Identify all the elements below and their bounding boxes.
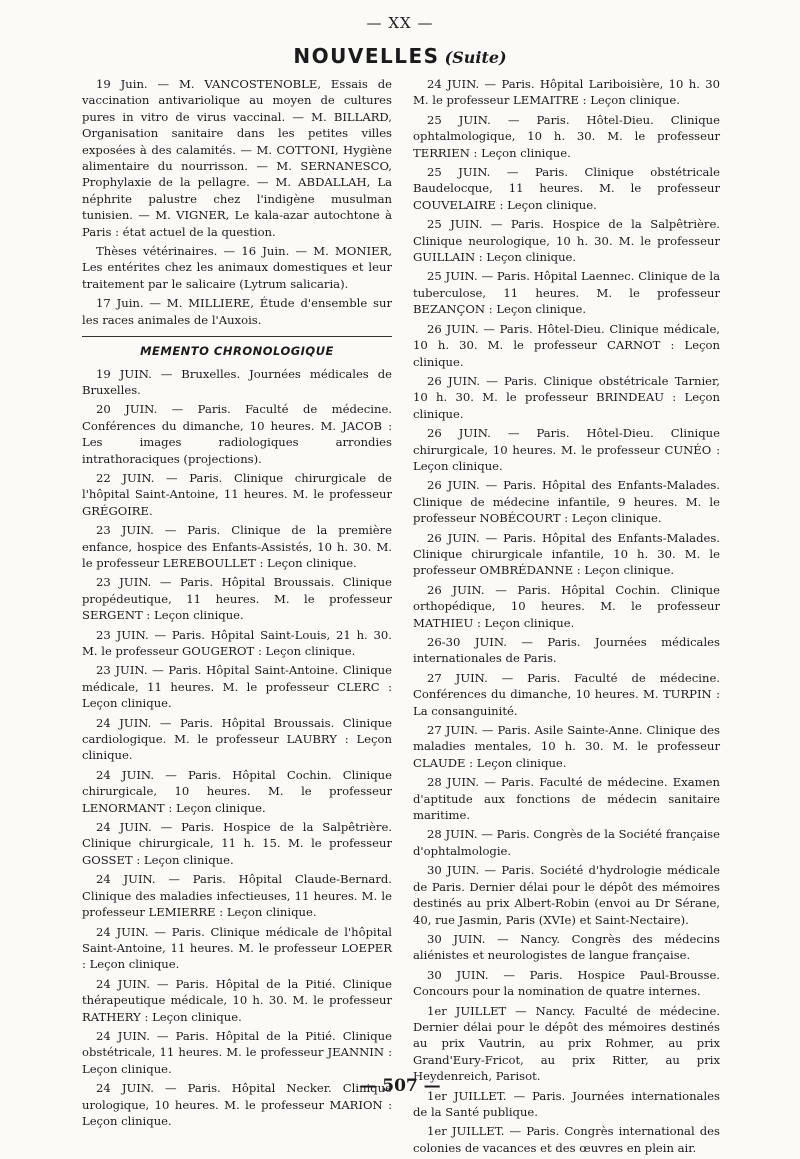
right-column (413, 76, 720, 1159)
memento-entry: 24 JUIN. — Paris. Hôpital Lariboisière, 10 h. 30 M. le professeur LEMAITRE : Leçon clinique. (413, 77, 720, 108)
memento-list-left (82, 366, 392, 1130)
thesis-entries (82, 76, 392, 328)
memento-entry: 1er JUILLET. — Paris. Congrès international des colonies de vacances et des œuvres en plein air. (413, 1124, 720, 1155)
memento-entry: 27 JUIN. — Paris. Faculté de médecine. Conférences du dimanche, 10 heures. M. TURPIN : La consanguinité. (413, 670, 720, 718)
page-number: — 507 — (359, 1076, 441, 1096)
memento-entry: 25 JUIN. — Paris. Clinique obstétricale Baudelocque, 11 heures. M. le professeur COUVELAIRE : Leçon clinique. (413, 165, 720, 212)
memento-entry: 25 JUIN. — Paris. Hospice de la Salpêtrière. Clinique neurologique, 10 h. 30. M. le professeur GUILLAIN : Leçon clinique. (413, 217, 720, 265)
memento-entry: 25 JUIN. — Paris. Hôpital Laennec. Clinique de la tuberculose, 11 heures. M. le professeur BEZANÇON : Leçon clinique. (413, 269, 720, 317)
memento-entry: 23 JUIN. — Paris. Hôpital Broussais. Clinique propédeutique, 11 heures. M. le professeur SERGENT : Leçon clinique. (82, 575, 392, 623)
memento-entry: 24 JUIN. — Paris. Hôpital Cochin. Clinique chirurgicale, 10 heures. M. le professeur LENORMANT : Leçon clinique. (82, 767, 392, 815)
memento-entry: 26 JUIN. — Paris. Hôtel-Dieu. Clinique chirurgicale, 10 heures. M. le professeur CUNÉO : Leçon clinique. (413, 426, 720, 473)
memento-entry: 26 JUIN. — Paris. Hôpital Cochin. Clinique orthopédique, 10 heures. M. le professeur MATHIEU : Leçon clinique. (413, 582, 720, 630)
section-title (0, 44, 800, 68)
memento-entry: 24 JUIN. — Paris. Hôpital de la Pitié. Clinique thérapeutique médicale, 10 h. 30. M. le professeur RATHERY : Leçon clinique. (82, 976, 392, 1024)
memento-entry: 23 JUIN. — Paris. Hôpital Saint-Louis, 21 h. 30. M. le professeur GOUGEROT : Leçon clinique. (82, 627, 392, 658)
memento-entry: 25 JUIN. — Paris. Hôtel-Dieu. Clinique ophtalmologique, 10 h. 30. M. le professeur TERRIEN : Leçon clinique. (413, 112, 720, 160)
memento-entry: 1er JUILLET. — Paris. Journées internationales de la Santé publique. (413, 1088, 720, 1119)
memento-entry: 23 JUIN. — Paris. Clinique de la première enfance, hospice des Enfants-Assistés, 10 h. 30. M. le professeur LEREBOULLET : Leçon clinique. (82, 523, 392, 570)
memento-entry: 26 JUIN. — Paris. Hôpital des Enfants-Malades. Clinique de médecine infantile, 9 heures. M. le professeur NOBÉCOURT : Leçon clinique. (413, 478, 720, 526)
memento-entry: 26 JUIN. — Paris. Hôpital des Enfants-Malades. Clinique chirurgicale infantile, 10 h. 30. M. le professeur OMBRÉDANNE : Leçon clinique. (413, 530, 720, 578)
memento-entry: 30 JUIN. — Paris. Société d'hydrologie médicale de Paris. Dernier délai pour le dépôt des mémoires destinés au prix Albert-Robin (envoi au Dr Sérane, 40, rue Jasmin, Paris (XVIe) et Saint-Nectaire). (413, 863, 720, 927)
thesis-entry: Thèses vétérinaires. — 16 Juin. — M. MONIER, Les entérites chez les animaux domestiques et leur traitement par le salicaire (Lytrum salicaria). (82, 244, 392, 291)
page-roman-numeral: — XX — (366, 14, 434, 32)
memento-entry: 30 JUIN. — Nancy. Congrès des médecins aliénistes et neurologistes de langue française. (413, 931, 720, 963)
memento-entry: 24 JUIN. — Paris. Hôpital Claude-Bernard. Clinique des maladies infectieuses, 11 heures. M. le professeur LEMIERRE : Leçon clinique. (82, 872, 392, 920)
memento-entry: 28 JUIN. — Paris. Congrès de la Société française d'ophtalmologie. (413, 827, 720, 858)
memento-entry: 24 JUIN. — Paris. Clinique médicale de l'hôpital Saint-Antoine, 11 heures. M. le professeur LOEPER : Leçon clinique. (82, 924, 392, 972)
memento-entry: 24 JUIN. — Paris. Hôpital Necker. Clinique urologique, 10 heures. M. le professeur MARION : Leçon clinique. (82, 1081, 392, 1128)
memento-entry: 1er JUILLET — Nancy. Faculté de médecine. Dernier délai pour le dépôt des mémoires destinés au prix Vautrin, au prix Rohmer, au prix Grand'Eury-Fricot, au prix Ritter, au prix Heydenreich, Parisot. (413, 1003, 720, 1084)
section-subtitle: (Suite) (444, 48, 507, 67)
memento-title: MEMENTO CHRONOLOGIQUE (82, 336, 392, 359)
memento-entry: 19 JUIN. — Bruxelles. Journées médicales de Bruxelles. (82, 366, 392, 397)
memento-entry: 23 JUIN. — Paris. Hôpital Saint-Antoine. Clinique médicale, 11 heures. M. le professeur CLERC : Leçon clinique. (82, 663, 392, 711)
thesis-entry: 17 Juin. — M. MILLIERE, Étude d'ensemble sur les races animales de l'Auxois. (82, 296, 392, 327)
memento-entry: 30 JUIN. — Paris. Hospice Paul-Brousse. Concours pour la nomination de quatre internes. (413, 967, 720, 999)
memento-entry: 24 JUIN. — Paris. Hôpital de la Pitié. Clinique obstétricale, 11 heures. M. le professeur JEANNIN : Leçon clinique. (82, 1028, 392, 1076)
memento-entry: 26 JUIN. — Paris. Clinique obstétricale Tarnier, 10 h. 30. M. le professeur BRINDEAU : Leçon clinique. (413, 373, 720, 421)
memento-entry: 24 JUIN. — Paris. Hôpital Broussais. Clinique cardiologique. M. le professeur LAUBRY : Leçon clinique. (82, 715, 392, 763)
memento-entry: 26-30 JUIN. — Paris. Journées médicales internationales de Paris. (413, 635, 720, 666)
memento-entry: 26 JUIN. — Paris. Hôtel-Dieu. Clinique médicale, 10 h. 30. M. le professeur CARNOT : Leçon clinique. (413, 321, 720, 369)
memento-entry: 20 JUIN. — Paris. Faculté de médecine. Conférences du dimanche, 10 heures. M. JACOB : Les images radiologiques arrondies intrathoraciques (projections). (82, 402, 392, 466)
left-column (82, 76, 392, 1132)
memento-list-right (413, 76, 720, 1156)
thesis-entry: 19 Juin. — M. VANCOSTENOBLE, Essais de vaccination antivariolique au moyen de cultures pures in vitro de virus vaccinal. — M. BILLARD, Organisation sanitaire dans les petites villes exposées à des calamités. — M. COTTONI, Hygiène alimentaire du nourrisson. — M. SERNANESCO, Prophylaxie de la pellagre. — M. ABDALLAH, La néphrite palustre chez l'indigène musulman tunisien. — M. VIGNER, Le kala-azar autochtone à Paris : état actuel de la question. (82, 77, 392, 239)
memento-entry: 27 JUIN. — Paris. Asile Sainte-Anne. Clinique des maladies mentales, 10 h. 30. M. le professeur CLAUDE : Leçon clinique. (413, 723, 720, 770)
memento-entry: 24 JUIN. — Paris. Hospice de la Salpêtrière. Clinique chirurgicale, 11 h. 15. M. le professeur GOSSET : Leçon clinique. (82, 820, 392, 867)
memento-entry: 22 JUIN. — Paris. Clinique chirurgicale de l'hôpital Saint-Antoine, 11 heures. M. le professeur GRÉGOIRE. (82, 470, 392, 518)
section-title-text: NOUVELLES (293, 44, 440, 68)
memento-entry: 28 JUIN. — Paris. Faculté de médecine. Examen d'aptitude aux fonctions de médecin sanitaire maritime. (413, 775, 720, 823)
